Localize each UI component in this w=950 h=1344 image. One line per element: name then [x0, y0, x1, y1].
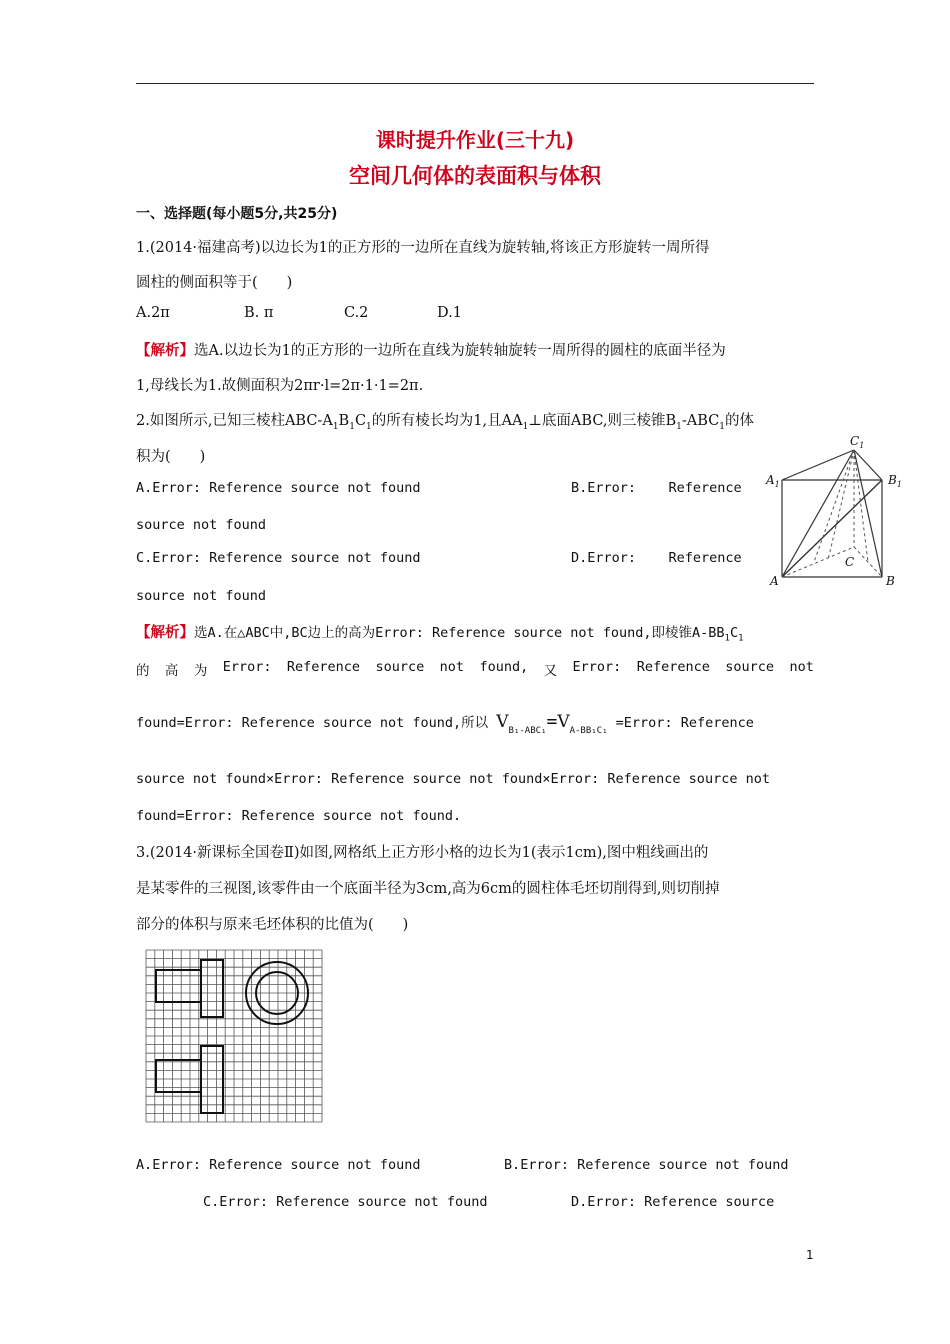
side-view-large-block: [201, 1046, 223, 1113]
q2-option-b: B.Error: Reference: [571, 480, 742, 496]
label-c1: $C_1$: [850, 434, 865, 450]
section-heading: 一、选择题(每小题5分,共25分): [136, 206, 338, 222]
q2-option-d-continued: source not found: [136, 588, 267, 604]
page-subtitle: 空间几何体的表面积与体积: [349, 164, 601, 188]
aux-line-1: [814, 450, 854, 562]
solution-tag: 【解析】: [136, 342, 194, 359]
aux-line-2: [828, 450, 854, 560]
q1-stem-line1: 1.(2014·福建高考)以边长为1的正方形的一边所在直线为旋转轴,将该正方形旋转一周所得: [136, 240, 710, 256]
front-view-small-block: [156, 970, 201, 1002]
q2-option-b-continued: source not found: [136, 517, 267, 533]
q1-option-b: B. π: [244, 305, 274, 321]
label-a: A: [770, 574, 779, 588]
page-title: 课时提升作业(三十九): [375, 128, 575, 152]
triangular-prism-figure: [762, 432, 912, 592]
q2-solution-line5: found=Error: Reference source not found.: [136, 808, 462, 824]
q3-option-c: C.Error: Reference source not found: [203, 1194, 488, 1210]
q2-option-c: C.Error: Reference source not found: [136, 550, 421, 566]
edge-ab1: [782, 480, 882, 577]
q1-solution-line2: 1,母线长为1.故侧面积为2πr·l=2π·1·1=2π.: [136, 378, 424, 394]
q2-solution-line4: source not found×Error: Reference source not found×Error: Reference source not: [136, 771, 770, 787]
label-c: C: [845, 555, 855, 569]
header-rule: [136, 83, 814, 84]
label-b: B: [886, 574, 895, 588]
edge-a1c1: [782, 450, 854, 480]
q1-solution-line1: 【解析】选A.以边长为1的正方形的一边所在直线为旋转轴旋转一周所得的圆柱的底面半径为: [136, 342, 726, 359]
q3-option-b: B.Error: Reference source not found: [504, 1157, 789, 1173]
q1-option-d: D.1: [437, 305, 462, 321]
page-number: 1: [806, 1248, 814, 1262]
q3-stem-line1: 3.(2014·新课标全国卷Ⅱ)如图,网格纸上正方形小格的边长为1(表示1cm),图中粗线画出的: [136, 845, 709, 861]
q1-stem-line2: 圆柱的侧面积等于( ): [136, 275, 293, 291]
q2-solution-line1: 【解析】选A.在△ABC中,BC边上的高为Error: Reference source not found,即棱锥$A-BB_1C_1$: [136, 625, 744, 644]
q2-stem-line1: 2.如图所示,已知三棱柱ABC-$A_1B_1C_1$的所有棱长均为1,且$AA_1\perp$底面ABC,则三棱锥$B_1-ABC_1$的体: [136, 413, 755, 432]
q2-solution-line3: found=Error: Reference source not found,所以 $V_{B_1-ABC_1}=V_{A-BB_1C_1}$ =Error: Reference: [136, 711, 754, 736]
q1-option-c: C.2: [344, 305, 369, 321]
q2-option-d: D.Error: Reference: [571, 550, 742, 566]
label-b1: $B_1$: [888, 473, 902, 489]
edge-cb-hidden: [854, 547, 882, 577]
three-view-grid-figure: [146, 950, 322, 1122]
q3-stem-line2: 是某零件的三视图,该零件由一个底面半径为3cm,高为6cm的圆柱体毛坯切削得到,则切削掉: [136, 881, 720, 897]
q3-stem-line3: 部分的体积与原来毛坯体积的比值为( ): [136, 917, 409, 933]
q2-option-a: A.Error: Reference source not found: [136, 480, 421, 496]
q3-option-a: A.Error: Reference source not found: [136, 1157, 421, 1173]
front-view-large-block: [201, 960, 223, 1017]
edge-bc1: [854, 450, 882, 577]
edge-ac1: [782, 450, 854, 577]
q1-option-a: A.2π: [136, 305, 170, 321]
label-a1: $A_1$: [766, 473, 780, 489]
side-view-small-block: [156, 1060, 201, 1092]
q2-stem-line2: 积为( ): [136, 449, 206, 465]
edge-c1b1: [854, 450, 882, 480]
edge-ac-hidden: [782, 547, 854, 577]
q2-solution-line2: 的 高 为 Error: Reference source not found, 又 Error: Reference source not: [136, 659, 814, 679]
q3-option-d: D.Error: Reference source: [571, 1194, 775, 1210]
